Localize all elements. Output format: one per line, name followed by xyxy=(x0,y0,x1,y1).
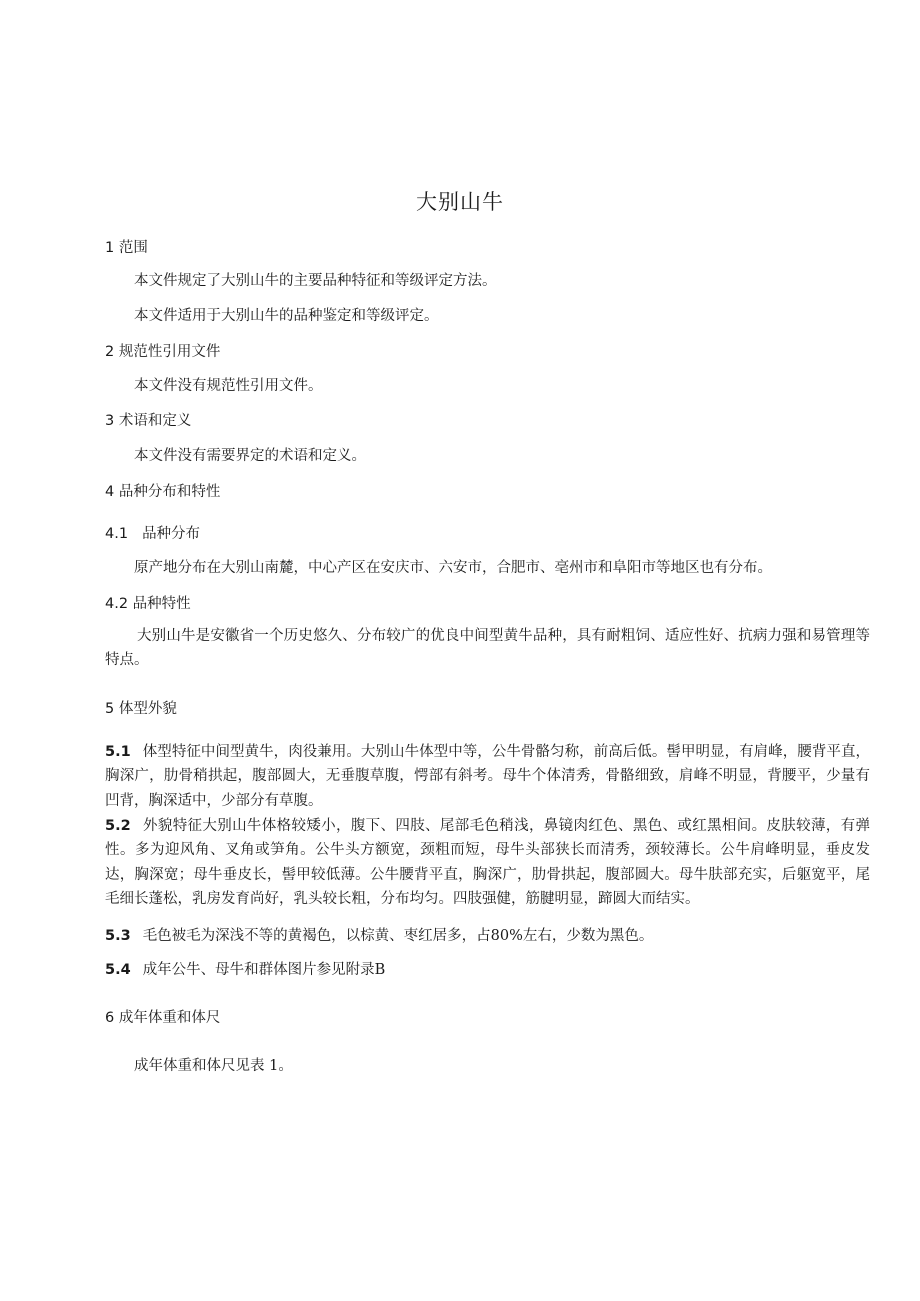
section-4-2-heading: 4.2 品种特性 xyxy=(105,596,191,612)
section-6-paragraph: 成年体重和体尺见表 1。 xyxy=(134,1058,293,1074)
section-4-heading: 4 品种分布和特性 xyxy=(105,484,221,500)
section-5-2-text: 外貌特征大别山牛体格较矮小，腹下、四肢、尾部毛色稍浅，鼻镜肉红色、黑色、或红黑相间。皮肤较薄，有弹性。多为迎风角、叉角或笋角。公牛头方额宽，颈粗而短，母牛头部狭长而清秀，颈较薄长。公牛肩峰明显，垂皮发达，胸深宽；母牛垂皮长，髻甲较低薄。公牛腰背平直，胸深广，肋骨拱起，腹部圆大。母牛肤部充实，后躯宽平，尾毛细长蓬松，乳房发育尚好，乳头较长粗，分布均匀。四肢强健，筋腱明显，蹄圆大而结实。 xyxy=(105,818,870,908)
section-1-heading: 1 范围 xyxy=(105,240,148,256)
section-5-1-text: 体型特征中间型黄牛，肉役兼用。大别山牛体型中等，公牛骨骼匀称，前高后低。髻甲明显，有肩峰，腰背平直，胸深广，肋骨稍拱起，腹部圆大，无垂腹草腹，愕部有斜考。母牛个体清秀，骨骼细致，肩峰不明显，背腰平，少量有凹背，胸深适中，少部分有草腹。 xyxy=(105,744,870,809)
section-6-heading: 6 成年体重和体尺 xyxy=(105,1010,221,1026)
section-5-heading: 5 体型外貌 xyxy=(105,701,177,717)
section-4-2-paragraph: 大别山牛是安徽省一个历史悠久、分布较广的优良中间型黄牛品种，具有耐粗饲、适应性好、抗病力强和易管理等特点。 xyxy=(105,628,870,669)
section-4-1-paragraph: 原产地分布在大别山南麓，中心产区在安庆市、六安市，合肥市、亳州市和阜阳市等地区也有分布。 xyxy=(134,560,772,576)
section-5-1-number: 5.1 xyxy=(105,744,131,760)
section-5-2-paragraph xyxy=(105,814,870,912)
section-5-1-paragraph xyxy=(105,740,870,813)
section-1-paragraph-1: 本文件规定了大别山牛的主要品种特征和等级评定方法。 xyxy=(134,273,497,289)
section-4-1-title: 品种分布 xyxy=(142,526,201,542)
section-3-heading: 3 术语和定义 xyxy=(105,413,192,429)
section-1-paragraph-2: 本文件适用于大别山牛的品种鉴定和等级评定。 xyxy=(134,308,439,324)
section-5-3-number: 5.3 xyxy=(105,928,131,944)
section-3-paragraph: 本文件没有需要界定的术语和定义。 xyxy=(134,448,366,464)
section-4-1-number: 4.1 xyxy=(105,526,129,542)
section-5-4-number: 5.4 xyxy=(105,962,131,978)
section-5-2-number: 5.2 xyxy=(105,818,131,834)
section-5-4-text: 成年公牛、母牛和群体图片参见附录B xyxy=(142,962,386,978)
document-title: 大别山牛 xyxy=(416,190,504,214)
section-5-4-paragraph xyxy=(105,958,870,982)
section-2-heading: 2 规范性引用文件 xyxy=(105,344,221,360)
section-5-3-paragraph xyxy=(105,924,870,948)
section-5-3-text: 毛色被毛为深浅不等的黄褐色，以棕黄、枣红居多，占80%左右，少数为黑色。 xyxy=(142,928,654,944)
section-4-1-heading xyxy=(105,522,200,543)
section-2-paragraph: 本文件没有规范性引用文件。 xyxy=(134,378,323,394)
